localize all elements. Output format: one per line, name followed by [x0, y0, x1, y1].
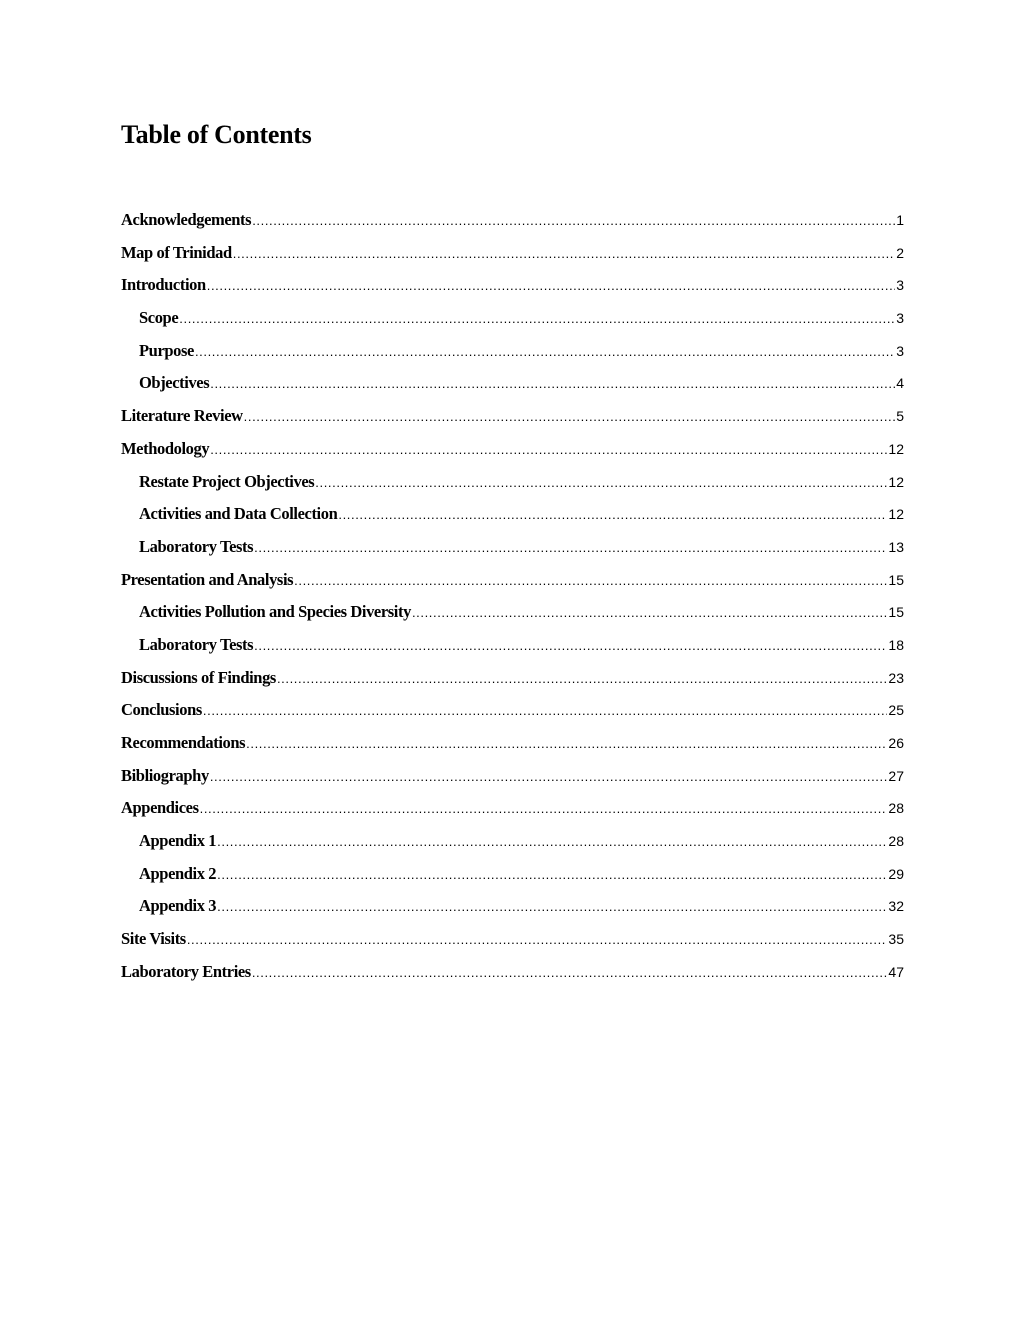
toc-entry-label: Map of Trinidad [121, 242, 232, 262]
toc-list [0, 204, 1024, 989]
toc-entry-presentation-and-analysis[interactable] [0, 564, 904, 597]
dot-leader [244, 401, 896, 434]
toc-entry-acknowledgements[interactable] [0, 204, 904, 237]
dot-leader [254, 532, 887, 565]
dot-leader [252, 205, 895, 238]
toc-page-number: 27 [888, 767, 904, 784]
toc-entry-label: Literature Review [121, 406, 243, 426]
dot-leader [412, 597, 887, 630]
toc-entry-appendix-1[interactable] [0, 825, 904, 858]
toc-entry-methodology[interactable] [0, 433, 904, 466]
toc-page-number: 26 [888, 735, 904, 751]
toc-entry-label: Laboratory Tests [139, 634, 254, 654]
toc-entry-label: Site Visits [121, 929, 186, 949]
toc-page-number: 23 [888, 669, 904, 686]
toc-page-number: 15 [888, 571, 904, 588]
toc-entry-activities-pollution-and-species-diversity[interactable] [0, 596, 904, 629]
toc-entry-label: Introduction [121, 275, 206, 295]
toc-entry-label: Activities and Data Collection [139, 504, 338, 524]
toc-entry-literature-review[interactable] [0, 400, 904, 433]
dot-leader [217, 859, 887, 892]
dot-leader [195, 336, 895, 369]
toc-page-number: 29 [888, 865, 904, 882]
dot-leader [187, 924, 888, 957]
dot-leader [179, 303, 895, 336]
toc-entry-laboratory-tests-analysis[interactable] [0, 629, 904, 662]
toc-entry-label: Appendix 3 [139, 896, 217, 916]
toc-entry-label: Discussions of Findings [121, 667, 276, 687]
dot-leader [207, 270, 895, 303]
dot-leader [315, 467, 887, 500]
toc-entry-label: Appendix 2 [139, 863, 217, 883]
toc-page-number: 28 [888, 833, 904, 850]
toc-page-number: 25 [888, 702, 904, 719]
dot-leader [246, 728, 887, 761]
dot-leader [217, 826, 887, 859]
toc-entry-restate-project-objectives[interactable] [0, 466, 904, 499]
toc-entry-label: Methodology [121, 438, 210, 458]
dot-leader [203, 695, 888, 728]
toc-entry-appendix-2[interactable] [0, 858, 904, 891]
dot-leader [254, 630, 887, 663]
toc-entry-label: Activities Pollution and Species Diversity [139, 602, 411, 622]
toc-page-number: 28 [888, 800, 904, 817]
toc-entry-label: Appendix 1 [139, 831, 217, 851]
toc-entry-label: Laboratory Entries [121, 961, 251, 981]
toc-page-number: 3 [896, 342, 904, 359]
dot-leader [210, 434, 887, 467]
toc-entry-appendices[interactable] [0, 792, 904, 825]
toc-entry-laboratory-tests-methodology[interactable] [0, 531, 904, 564]
toc-page-number: 15 [888, 604, 904, 621]
dot-leader [210, 761, 888, 794]
dot-leader [200, 793, 888, 826]
toc-page-number: 13 [888, 538, 904, 555]
toc-entry-purpose[interactable] [0, 335, 904, 368]
toc-entry-scope[interactable] [0, 302, 904, 335]
toc-page-number: 3 [896, 310, 904, 327]
page-title: Table of Contents [121, 120, 312, 149]
toc-page-number: 1 [896, 212, 904, 228]
toc-entry-label: Conclusions [121, 700, 202, 720]
dot-leader [252, 957, 888, 990]
toc-entry-conclusions[interactable] [0, 694, 904, 727]
toc-page-number: 12 [888, 473, 904, 490]
toc-page-number: 12 [888, 506, 904, 523]
dot-leader [233, 238, 895, 271]
toc-page-number: 18 [888, 636, 904, 653]
toc-page-number: 35 [888, 931, 904, 948]
toc-page-number: 47 [888, 963, 904, 980]
toc-page-number: 2 [896, 244, 904, 261]
dot-leader [217, 891, 887, 924]
toc-entry-label: Appendices [121, 798, 199, 818]
dot-leader [294, 565, 887, 598]
toc-entry-objectives[interactable] [0, 367, 904, 400]
toc-entry-label: Bibliography [121, 765, 209, 785]
toc-page-number: 5 [896, 408, 904, 425]
toc-entry-label: Laboratory Tests [139, 536, 254, 556]
toc-page-number: 3 [896, 277, 904, 294]
toc-entry-discussions-of-findings[interactable] [0, 662, 904, 695]
toc-entry-laboratory-entries[interactable] [0, 956, 904, 989]
toc-page-number: 32 [888, 898, 904, 915]
toc-entry-label: Restate Project Objectives [139, 471, 315, 491]
toc-entry-map-of-trinidad[interactable] [0, 237, 904, 270]
toc-entry-site-visits[interactable] [0, 923, 904, 956]
toc-entry-activities-and-data-collection[interactable] [0, 498, 904, 531]
toc-entry-label: Scope [139, 308, 179, 328]
toc-entry-label: Presentation and Analysis [121, 569, 294, 589]
toc-entry-label: Purpose [139, 340, 194, 360]
toc-entry-introduction[interactable] [0, 269, 904, 302]
dot-leader [210, 368, 895, 401]
dot-leader [338, 499, 887, 532]
dot-leader [277, 663, 887, 696]
toc-entry-label: Acknowledgements [121, 210, 252, 229]
toc-entry-bibliography[interactable] [0, 760, 904, 793]
toc-entry-recommendations[interactable] [0, 727, 904, 760]
toc-entry-label: Objectives [139, 373, 210, 393]
toc-page-number: 12 [888, 440, 904, 457]
toc-page-number: 4 [896, 375, 904, 392]
toc-entry-appendix-3[interactable] [0, 890, 904, 923]
toc-entry-label: Recommendations [121, 733, 246, 752]
